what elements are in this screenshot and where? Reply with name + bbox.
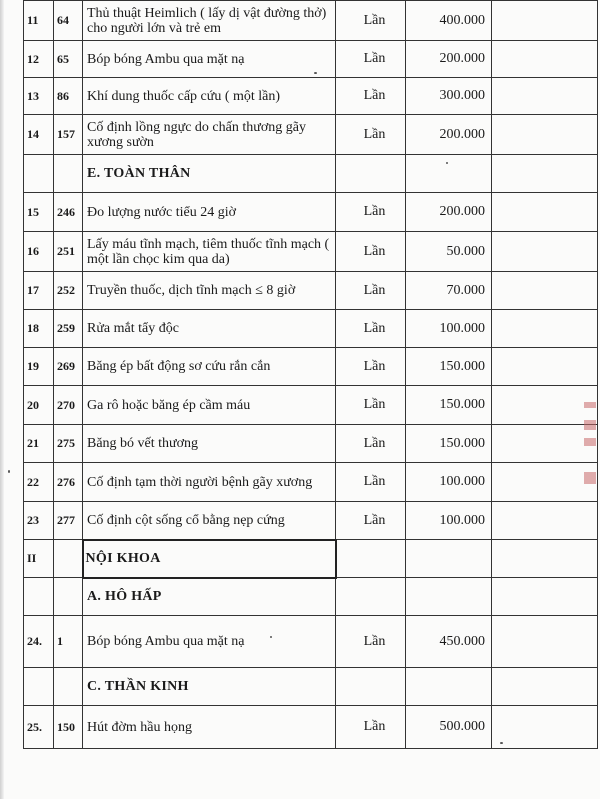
service-code: 251	[54, 232, 83, 272]
page-edge-shadow	[0, 0, 4, 799]
empty-cell	[336, 668, 406, 706]
unit: Lần	[336, 193, 406, 232]
row-number: 12	[24, 41, 54, 78]
empty-cell	[54, 578, 83, 616]
row-number: 14	[24, 115, 54, 155]
major-section-number: II	[24, 540, 54, 578]
row-number: 21	[24, 425, 54, 463]
service-name: Cố định tạm thời người bệnh gãy xương	[83, 463, 336, 502]
scan-speck	[8, 470, 10, 473]
empty-cell	[406, 578, 492, 616]
price: 200.000	[406, 41, 492, 78]
table-row	[24, 310, 598, 348]
empty-cell	[492, 463, 598, 502]
empty-cell	[492, 41, 598, 78]
empty-cell	[492, 348, 598, 386]
price: 200.000	[406, 115, 492, 155]
unit: Lần	[336, 78, 406, 115]
major-section-row	[24, 540, 598, 578]
row-number: 13	[24, 78, 54, 115]
service-code: 150	[54, 706, 83, 749]
price: 100.000	[406, 502, 492, 540]
service-price-table	[23, 0, 598, 749]
empty-cell	[492, 386, 598, 425]
service-code: 259	[54, 310, 83, 348]
unit: Lần	[336, 425, 406, 463]
row-number: 23	[24, 502, 54, 540]
row-number: 19	[24, 348, 54, 386]
empty-cell	[24, 578, 54, 616]
table-row	[24, 232, 598, 272]
empty-cell	[492, 616, 598, 668]
empty-cell	[492, 78, 598, 115]
empty-cell	[492, 578, 598, 616]
service-name: Băng ép bất động sơ cứu rắn cắn	[83, 348, 336, 386]
empty-cell	[406, 155, 492, 193]
empty-cell	[492, 1, 598, 41]
empty-cell	[492, 155, 598, 193]
service-name: Đo lượng nước tiểu 24 giờ	[83, 193, 336, 232]
price: 100.000	[406, 310, 492, 348]
service-code: 246	[54, 193, 83, 232]
major-section-heading: NỘI KHOA	[83, 540, 336, 578]
unit: Lần	[336, 386, 406, 425]
empty-cell	[492, 232, 598, 272]
unit: Lần	[336, 348, 406, 386]
service-name: Rửa mắt tẩy độc	[83, 310, 336, 348]
table-row	[24, 193, 598, 232]
price: 70.000	[406, 272, 492, 310]
table-row	[24, 1, 598, 41]
service-name: Bóp bóng Ambu qua mặt nạ	[83, 41, 336, 78]
table-row	[24, 115, 598, 155]
service-code: 65	[54, 41, 83, 78]
service-code: 157	[54, 115, 83, 155]
empty-cell	[54, 668, 83, 706]
service-name: Cố định cột sống cổ bằng nẹp cứng	[83, 502, 336, 540]
empty-cell	[492, 310, 598, 348]
table-row	[24, 425, 598, 463]
table-row	[24, 706, 598, 749]
stamp-fragment	[584, 472, 596, 484]
unit: Lần	[336, 616, 406, 668]
unit: Lần	[336, 463, 406, 502]
row-number: 17	[24, 272, 54, 310]
table-row	[24, 463, 598, 502]
row-number: 22	[24, 463, 54, 502]
empty-cell	[336, 540, 406, 578]
service-name: Hút đờm hầu họng	[83, 706, 336, 749]
row-number: 25.	[24, 706, 54, 749]
table-row	[24, 272, 598, 310]
empty-cell	[406, 668, 492, 706]
empty-cell	[54, 540, 83, 578]
empty-cell	[24, 155, 54, 193]
service-name: Ga rô hoặc băng ép cầm máu	[83, 386, 336, 425]
service-code: 275	[54, 425, 83, 463]
section-row	[24, 668, 598, 706]
price: 150.000	[406, 348, 492, 386]
service-code: 252	[54, 272, 83, 310]
price: 450.000	[406, 616, 492, 668]
service-code: 277	[54, 502, 83, 540]
service-name: Bóp bóng Ambu qua mặt nạ	[83, 616, 336, 668]
row-number: 18	[24, 310, 54, 348]
unit: Lần	[336, 502, 406, 540]
section-row	[24, 155, 598, 193]
service-name: Lấy máu tĩnh mạch, tiêm thuốc tĩnh mạch ( một lần chọc kim qua da)	[83, 232, 336, 272]
service-name: Truyền thuốc, dịch tĩnh mạch ≤ 8 giờ	[83, 272, 336, 310]
section-heading: E. TOÀN THÂN	[83, 155, 336, 193]
empty-cell	[24, 668, 54, 706]
service-code: 64	[54, 1, 83, 41]
stamp-fragment	[584, 438, 596, 446]
empty-cell	[492, 193, 598, 232]
price: 50.000	[406, 232, 492, 272]
service-name: Khí dung thuốc cấp cứu ( một lần)	[83, 78, 336, 115]
empty-cell	[336, 578, 406, 616]
red-stamp-mark	[584, 402, 598, 512]
empty-cell	[492, 272, 598, 310]
unit: Lần	[336, 41, 406, 78]
row-number: 24.	[24, 616, 54, 668]
service-name: Thủ thuật Heimlich ( lấy dị vật đường thở) cho người lớn và trẻ em	[83, 1, 336, 41]
row-number: 20	[24, 386, 54, 425]
unit: Lần	[336, 272, 406, 310]
price: 200.000	[406, 193, 492, 232]
empty-cell	[336, 155, 406, 193]
service-name: Băng bó vết thương	[83, 425, 336, 463]
price: 150.000	[406, 386, 492, 425]
empty-cell	[492, 668, 598, 706]
stamp-fragment	[584, 420, 596, 430]
empty-cell	[492, 706, 598, 749]
service-code: 86	[54, 78, 83, 115]
table-row	[24, 41, 598, 78]
unit: Lần	[336, 232, 406, 272]
table-row	[24, 78, 598, 115]
service-code: 270	[54, 386, 83, 425]
section-heading: C. THẦN KINH	[83, 668, 336, 706]
empty-cell	[492, 502, 598, 540]
unit: Lần	[336, 310, 406, 348]
price: 500.000	[406, 706, 492, 749]
price: 150.000	[406, 425, 492, 463]
table-row	[24, 502, 598, 540]
unit: Lần	[336, 1, 406, 41]
price: 300.000	[406, 78, 492, 115]
price-table-sheet	[23, 0, 597, 749]
table-row	[24, 386, 598, 425]
empty-cell	[492, 540, 598, 578]
empty-cell	[492, 425, 598, 463]
service-code: 269	[54, 348, 83, 386]
price: 100.000	[406, 463, 492, 502]
empty-cell	[492, 115, 598, 155]
unit: Lần	[336, 706, 406, 749]
stamp-fragment	[584, 402, 596, 408]
unit: Lần	[336, 115, 406, 155]
section-heading: A. HÔ HẤP	[83, 578, 336, 616]
row-number: 15	[24, 193, 54, 232]
row-number: 16	[24, 232, 54, 272]
service-code: 276	[54, 463, 83, 502]
empty-cell	[54, 155, 83, 193]
section-row	[24, 578, 598, 616]
price: 400.000	[406, 1, 492, 41]
empty-cell	[406, 540, 492, 578]
table-row	[24, 348, 598, 386]
row-number: 11	[24, 1, 54, 41]
service-name: Cố định lồng ngực do chấn thương gãy xương sườn	[83, 115, 336, 155]
service-code: 1	[54, 616, 83, 668]
table-row	[24, 616, 598, 668]
